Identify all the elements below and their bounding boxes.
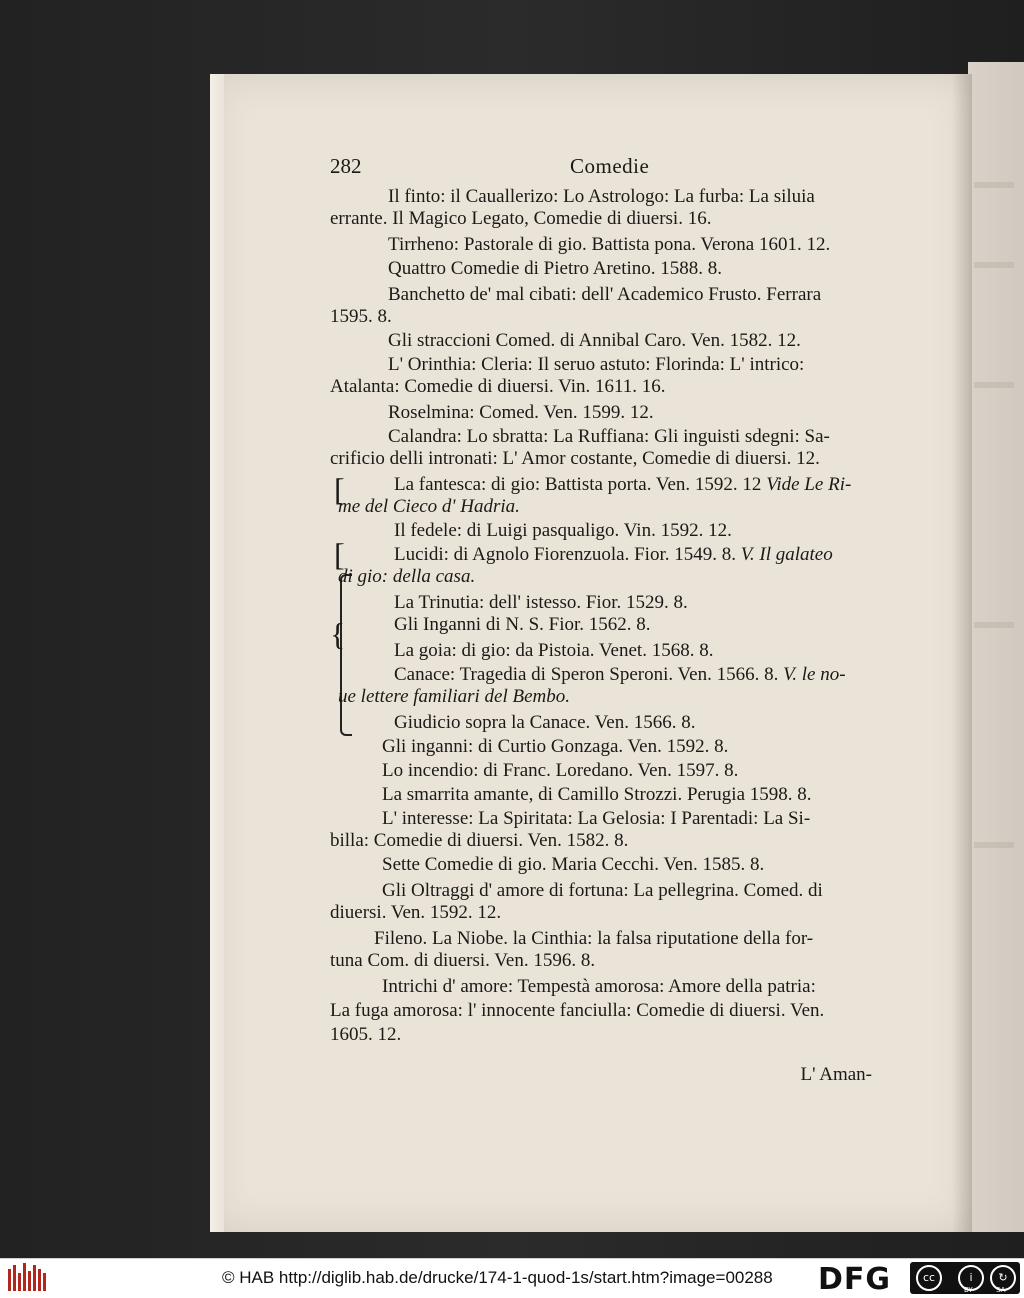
- person-icon: i: [958, 1265, 984, 1291]
- adjacent-page-edge: [968, 62, 1024, 1232]
- entry-text: Banchetto de' mal cibati: dell' Academico Frusto. Ferrara: [388, 284, 822, 305]
- entry-text: Giudicio sopra la Canace. Ven. 1566. 8.: [394, 712, 696, 733]
- entry-text: Gli inganni: di Curtio Gonzaga. Ven. 1592. 8.: [382, 736, 729, 757]
- entry-line: [382, 880, 823, 902]
- entry-line: [330, 902, 501, 924]
- entry-line: [388, 258, 722, 280]
- entry-line: [338, 686, 570, 708]
- brace-mark: {: [330, 616, 346, 652]
- entry-text: Intrichi d' amore: Tempestà amorosa: Amore della patria:: [382, 976, 816, 997]
- entry-text: Lo incendio: di Franc. Loredano. Ven. 1597. 8.: [382, 760, 739, 781]
- entry-text: Il fedele: di Luigi pasqualigo. Vin. 1592. 12.: [394, 520, 732, 541]
- book-page: [210, 74, 972, 1232]
- entry-text: L' interesse: La Spiritata: La Gelosia: I Parentadi: La Si-: [382, 808, 811, 829]
- entry-text: La fantesca: di gio: Battista porta. Ven. 1592. 12: [394, 474, 767, 495]
- viewer-footer: [0, 1258, 1024, 1298]
- entry-text: Canace: Tragedia di Speron Speroni. Ven. 1566. 8.: [394, 664, 784, 685]
- dfg-logo: DFG: [818, 1262, 892, 1297]
- entry-line: [330, 1000, 824, 1022]
- entry-italic-note: me del Cieco d' Hadria.: [338, 496, 520, 517]
- hab-logo-icon: [6, 1263, 48, 1293]
- entry-line: [388, 354, 804, 376]
- entry-line: [388, 426, 830, 448]
- share-alike-icon: ↻: [990, 1265, 1016, 1291]
- cc-by-label: BY: [964, 1286, 973, 1294]
- entry-text: Tirrheno: Pastorale di gio. Battista pona. Verona 1601. 12.: [388, 234, 831, 255]
- entry-line: [330, 830, 628, 852]
- entry-text: diuersi. Ven. 1592. 12.: [330, 902, 502, 923]
- page-content: [210, 74, 972, 1232]
- entry-text: 1605. 12.: [330, 1024, 402, 1045]
- entry-text: La smarrita amante, di Camillo Strozzi. Perugia 1598. 8.: [382, 784, 812, 805]
- entry-line: [330, 448, 820, 470]
- running-title: Comedie: [570, 154, 650, 178]
- entry-text: Lucidi: di Agnolo Fiorenzuola. Fior. 1549. 8.: [394, 544, 741, 565]
- entry-line: [388, 330, 801, 352]
- entry-line: [382, 808, 810, 830]
- entry-text: La fuga amorosa: l' innocente fanciulla: Comedie di diuersi. Ven.: [330, 1000, 825, 1021]
- entry-line: [388, 402, 654, 424]
- entry-line: [330, 306, 392, 328]
- entry-line: [338, 496, 520, 518]
- entry-line: [394, 592, 688, 614]
- entry-line: [330, 208, 711, 230]
- entry-line: [374, 928, 813, 950]
- entry-line: [394, 712, 695, 734]
- entry-line: [394, 474, 851, 496]
- entry-line: [382, 760, 738, 782]
- entry-text: errante. Il Magico Legato, Comedie di diuersi. 16.: [330, 208, 712, 229]
- entry-line: [338, 566, 475, 588]
- entry-line: [388, 234, 830, 256]
- entry-italic-note: Vide Le Ri-: [766, 474, 852, 495]
- entry-line: [394, 664, 846, 686]
- cc-license-badge[interactable]: [910, 1262, 1020, 1294]
- entry-text: Atalanta: Comedie di diuersi. Vin. 1611. 16.: [330, 376, 666, 397]
- entry-italic-note: V. le no-: [783, 664, 846, 685]
- entry-text: Fileno. La Niobe. la Cinthia: la falsa riputatione della for-: [374, 928, 814, 949]
- copyright-url[interactable]: © HAB http://diglib.hab.de/drucke/174-1-quod-1s/start.htm?image=00288: [222, 1268, 773, 1287]
- entry-text: Gli Inganni di N. S. Fior. 1562. 8.: [394, 614, 651, 635]
- entry-text: L' Orinthia: Cleria: Il seruo astuto: Florinda: L' intrico:: [388, 354, 805, 375]
- entry-line: [394, 614, 651, 636]
- entry-text: Quattro Comedie di Pietro Aretino. 1588. 8.: [388, 258, 723, 279]
- entry-line: [394, 544, 833, 566]
- entry-italic-note: di gio: della casa.: [338, 566, 476, 587]
- entry-line: [388, 186, 815, 208]
- entry-text: tuna Com. di diuersi. Ven. 1596. 8.: [330, 950, 596, 971]
- entry-line: [330, 1024, 401, 1046]
- entry-line: [382, 854, 764, 876]
- entry-italic-note: V. Il galateo: [740, 544, 833, 565]
- page-number: 282: [330, 154, 362, 178]
- entry-text: billa: Comedie di diuersi. Ven. 1582. 8.: [330, 830, 629, 851]
- cc-sa-label: SA: [996, 1286, 1006, 1294]
- entry-line: [330, 376, 666, 398]
- entry-text: 1595. 8.: [330, 306, 392, 327]
- entry-line: [330, 950, 595, 972]
- catchword: L' Aman-: [800, 1064, 872, 1085]
- entry-line: [382, 784, 812, 806]
- entry-line: [382, 736, 728, 758]
- entry-line: [394, 520, 732, 542]
- bracket-mark: [: [334, 536, 345, 572]
- entry-line: [388, 284, 821, 306]
- entry-text: Sette Comedie di gio. Maria Cecchi. Ven. 1585. 8.: [382, 854, 765, 875]
- entry-text: Roselmina: Comed. Ven. 1599. 12.: [388, 402, 654, 423]
- entry-text: Il finto: il Cauallerizo: Lo Astrologo: La furba: La siluia: [388, 186, 815, 207]
- entry-text: Gli straccioni Comed. di Annibal Caro. Ven. 1582. 12.: [388, 330, 801, 351]
- entry-text: Gli Oltraggi d' amore di fortuna: La pellegrina. Comed. di: [382, 880, 823, 901]
- bracket-mark: [: [334, 471, 345, 507]
- entry-italic-note: ue lettere familiari del Bembo.: [338, 686, 570, 707]
- entry-text: La goia: di gio: da Pistoia. Venet. 1568. 8.: [394, 640, 714, 661]
- entry-text: crificio delli intronati: L' Amor costante, Comedie di diuersi. 12.: [330, 448, 820, 469]
- cc-icon: cc: [916, 1265, 942, 1291]
- entry-text: La Trinutia: dell' istesso. Fior. 1529. 8.: [394, 592, 688, 613]
- entry-line: [382, 976, 816, 998]
- entry-text: Calandra: Lo sbratta: La Ruffiana: Gli inguisti sdegni: Sa-: [388, 426, 830, 447]
- bracket-line: [340, 649, 352, 679]
- entry-line: [394, 640, 713, 662]
